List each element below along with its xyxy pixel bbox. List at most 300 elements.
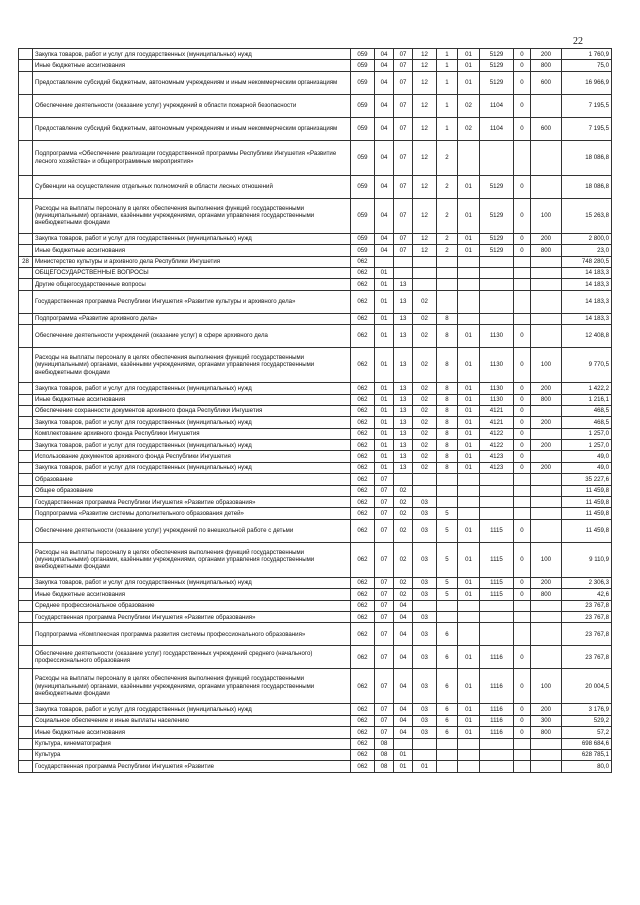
budget-code-cell: 0: [514, 577, 531, 588]
table-row: [19, 417, 612, 428]
direction-code-cell: 1115: [480, 577, 514, 588]
subprogram-code-cell: [437, 600, 458, 611]
row-sum-cell: 80,0: [562, 761, 612, 772]
event-code-cell: 01: [458, 49, 480, 60]
table-row: [19, 440, 612, 451]
subsection-code-cell: 13: [394, 440, 413, 451]
row-name-cell: Расходы на выплаты персоналу в целях обеспечения выполнения функций государственными (муниципальными) органами, казёнными учреждениями, органами управления государственными внебюджетными фондами: [33, 348, 351, 383]
subprogram-code-cell: 8: [437, 405, 458, 416]
event-code-cell: [458, 485, 480, 496]
table-row: [19, 71, 612, 94]
subsection-code-cell: 02: [394, 519, 413, 542]
row-number-cell: [19, 485, 33, 496]
event-code-cell: 01: [458, 451, 480, 462]
ministry-code-cell: 062: [351, 348, 375, 383]
row-sum-cell: 23 767,8: [562, 623, 612, 646]
expense-type-cell: 200: [531, 417, 562, 428]
budget-code-cell: 0: [514, 71, 531, 94]
row-number-cell: [19, 738, 33, 749]
event-code-cell: 01: [458, 519, 480, 542]
budget-code-cell: 0: [514, 94, 531, 117]
event-code-cell: [458, 508, 480, 519]
event-code-cell: 01: [458, 669, 480, 704]
event-code-cell: 01: [458, 233, 480, 244]
section-code-cell: 07: [375, 474, 394, 485]
expense-type-cell: 100: [531, 542, 562, 577]
subsection-code-cell: 04: [394, 669, 413, 704]
direction-code-cell: 4123: [480, 462, 514, 473]
row-sum-cell: 7 195,5: [562, 94, 612, 117]
ministry-code-cell: 062: [351, 761, 375, 772]
table-row: [19, 256, 612, 267]
row-number-cell: [19, 497, 33, 508]
program-code-cell: 03: [413, 508, 437, 519]
table-row: [19, 600, 612, 611]
budget-code-cell: 0: [514, 60, 531, 71]
ministry-code-cell: 062: [351, 727, 375, 738]
section-code-cell: 04: [375, 49, 394, 60]
event-code-cell: 01: [458, 577, 480, 588]
program-code-cell: 12: [413, 60, 437, 71]
expense-type-cell: 200: [531, 49, 562, 60]
subsection-code-cell: 04: [394, 715, 413, 726]
subsection-code-cell: [394, 474, 413, 485]
row-sum-cell: 23 767,8: [562, 611, 612, 622]
section-code-cell: 01: [375, 348, 394, 383]
row-number-cell: [19, 519, 33, 542]
table-row: [19, 589, 612, 600]
direction-code-cell: [480, 313, 514, 324]
row-sum-cell: 9 110,9: [562, 542, 612, 577]
expense-type-cell: [531, 508, 562, 519]
subprogram-code-cell: 5: [437, 542, 458, 577]
expense-type-cell: 200: [531, 440, 562, 451]
direction-code-cell: [480, 485, 514, 496]
expense-type-cell: [531, 313, 562, 324]
row-sum-cell: 529,2: [562, 715, 612, 726]
row-sum-cell: 1 760,9: [562, 49, 612, 60]
subprogram-code-cell: 6: [437, 715, 458, 726]
direction-code-cell: [480, 474, 514, 485]
subprogram-code-cell: 8: [437, 313, 458, 324]
row-number-cell: [19, 60, 33, 71]
budget-code-cell: 0: [514, 462, 531, 473]
event-code-cell: [458, 290, 480, 313]
budget-code-cell: 0: [514, 417, 531, 428]
section-code-cell: 04: [375, 245, 394, 256]
subsection-code-cell: 13: [394, 325, 413, 348]
row-number-cell: 28: [19, 256, 33, 267]
direction-code-cell: [480, 761, 514, 772]
direction-code-cell: 1130: [480, 394, 514, 405]
event-code-cell: 01: [458, 348, 480, 383]
subprogram-code-cell: 8: [437, 348, 458, 383]
direction-code-cell: 1130: [480, 383, 514, 394]
budget-code-cell: [514, 256, 531, 267]
expense-type-cell: 200: [531, 233, 562, 244]
row-name-cell: Закупка товаров, работ и услуг для государственных (муниципальных) нужд: [33, 704, 351, 715]
direction-code-cell: [480, 256, 514, 267]
table-row: [19, 428, 612, 439]
program-code-cell: 12: [413, 140, 437, 175]
direction-code-cell: [480, 749, 514, 760]
subprogram-code-cell: [437, 290, 458, 313]
direction-code-cell: [480, 611, 514, 622]
direction-code-cell: [480, 140, 514, 175]
table-row: [19, 267, 612, 278]
program-code-cell: [413, 749, 437, 760]
table-row: [19, 508, 612, 519]
table-row: [19, 519, 612, 542]
event-code-cell: 01: [458, 589, 480, 600]
direction-code-cell: 4121: [480, 405, 514, 416]
budget-code-cell: 0: [514, 49, 531, 60]
subprogram-code-cell: [437, 761, 458, 772]
ministry-code-cell: 062: [351, 417, 375, 428]
row-number-cell: [19, 394, 33, 405]
budget-code-cell: [514, 508, 531, 519]
subprogram-code-cell: 2: [437, 245, 458, 256]
subprogram-code-cell: [437, 267, 458, 278]
table-row: [19, 290, 612, 313]
subprogram-code-cell: 8: [437, 394, 458, 405]
expense-type-cell: 800: [531, 394, 562, 405]
subsection-code-cell: [394, 738, 413, 749]
subprogram-code-cell: 5: [437, 508, 458, 519]
ministry-code-cell: 062: [351, 738, 375, 749]
subsection-code-cell: 13: [394, 462, 413, 473]
event-code-cell: [458, 738, 480, 749]
ministry-code-cell: 062: [351, 623, 375, 646]
row-sum-cell: 1 422,2: [562, 383, 612, 394]
section-code-cell: 07: [375, 611, 394, 622]
subsection-code-cell: 13: [394, 383, 413, 394]
program-code-cell: 03: [413, 704, 437, 715]
event-code-cell: 01: [458, 646, 480, 669]
program-code-cell: 03: [413, 497, 437, 508]
budget-code-cell: 0: [514, 715, 531, 726]
subsection-code-cell: 13: [394, 451, 413, 462]
row-number-cell: [19, 462, 33, 473]
expense-type-cell: 200: [531, 383, 562, 394]
budget-code-cell: 0: [514, 117, 531, 140]
budget-code-cell: 0: [514, 383, 531, 394]
row-sum-cell: 698 684,6: [562, 738, 612, 749]
ministry-code-cell: 062: [351, 405, 375, 416]
subprogram-code-cell: 1: [437, 71, 458, 94]
direction-code-cell: 4123: [480, 451, 514, 462]
direction-code-cell: [480, 738, 514, 749]
ministry-code-cell: 062: [351, 325, 375, 348]
row-sum-cell: 23,0: [562, 245, 612, 256]
ministry-code-cell: 062: [351, 519, 375, 542]
row-number-cell: [19, 94, 33, 117]
row-sum-cell: 23 767,8: [562, 600, 612, 611]
ministry-code-cell: 059: [351, 198, 375, 233]
budget-code-cell: 0: [514, 519, 531, 542]
table-row: [19, 542, 612, 577]
row-sum-cell: 3 176,9: [562, 704, 612, 715]
event-code-cell: 01: [458, 60, 480, 71]
row-sum-cell: 628 785,1: [562, 749, 612, 760]
row-sum-cell: 9 770,5: [562, 348, 612, 383]
program-code-cell: 03: [413, 519, 437, 542]
row-sum-cell: 1 257,0: [562, 440, 612, 451]
row-number-cell: [19, 669, 33, 704]
ministry-code-cell: 062: [351, 485, 375, 496]
section-code-cell: 01: [375, 279, 394, 290]
program-code-cell: 02: [413, 313, 437, 324]
expense-type-cell: [531, 279, 562, 290]
table-row: [19, 727, 612, 738]
subsection-code-cell: 04: [394, 704, 413, 715]
event-code-cell: [458, 313, 480, 324]
direction-code-cell: [480, 623, 514, 646]
row-number-cell: [19, 417, 33, 428]
section-code-cell: 01: [375, 383, 394, 394]
subsection-code-cell: 02: [394, 485, 413, 496]
ministry-code-cell: 062: [351, 589, 375, 600]
table-row: [19, 451, 612, 462]
section-code-cell: 04: [375, 94, 394, 117]
section-code-cell: 01: [375, 405, 394, 416]
section-code-cell: 01: [375, 290, 394, 313]
row-number-cell: [19, 715, 33, 726]
direction-code-cell: 1115: [480, 589, 514, 600]
expense-type-cell: [531, 428, 562, 439]
event-code-cell: [458, 279, 480, 290]
row-number-cell: [19, 508, 33, 519]
row-sum-cell: 20 004,5: [562, 669, 612, 704]
direction-code-cell: 5129: [480, 60, 514, 71]
subprogram-code-cell: [437, 279, 458, 290]
ministry-code-cell: 059: [351, 175, 375, 198]
expense-type-cell: 300: [531, 715, 562, 726]
expense-type-cell: [531, 600, 562, 611]
ministry-code-cell: 062: [351, 646, 375, 669]
subprogram-code-cell: [437, 738, 458, 749]
event-code-cell: 01: [458, 405, 480, 416]
program-code-cell: 12: [413, 245, 437, 256]
ministry-code-cell: 062: [351, 383, 375, 394]
subprogram-code-cell: [437, 485, 458, 496]
ministry-code-cell: 059: [351, 49, 375, 60]
subprogram-code-cell: 2: [437, 140, 458, 175]
table-row: [19, 279, 612, 290]
event-code-cell: [458, 623, 480, 646]
program-code-cell: 12: [413, 175, 437, 198]
program-code-cell: [413, 256, 437, 267]
row-sum-cell: 2 800,0: [562, 233, 612, 244]
row-sum-cell: 748 280,5: [562, 256, 612, 267]
row-name-cell: ОБЩЕГОСУДАРСТВЕННЫЕ ВОПРОСЫ: [33, 267, 351, 278]
budget-code-cell: [514, 474, 531, 485]
subprogram-code-cell: 8: [437, 417, 458, 428]
table-row: [19, 646, 612, 669]
subsection-code-cell: 13: [394, 405, 413, 416]
budget-code-cell: [514, 140, 531, 175]
program-code-cell: 03: [413, 611, 437, 622]
expense-type-cell: 100: [531, 669, 562, 704]
program-code-cell: 12: [413, 233, 437, 244]
expense-type-cell: 200: [531, 577, 562, 588]
direction-code-cell: 5129: [480, 71, 514, 94]
row-name-cell: Среднее профессиональное образование: [33, 600, 351, 611]
row-number-cell: [19, 140, 33, 175]
subprogram-code-cell: [437, 611, 458, 622]
row-number-cell: [19, 440, 33, 451]
row-number-cell: [19, 405, 33, 416]
program-code-cell: 03: [413, 715, 437, 726]
budget-code-cell: 0: [514, 589, 531, 600]
subsection-code-cell: 13: [394, 348, 413, 383]
row-name-cell: Другие общегосударственные вопросы: [33, 279, 351, 290]
row-number-cell: [19, 325, 33, 348]
row-sum-cell: 14 183,3: [562, 290, 612, 313]
expense-type-cell: 600: [531, 117, 562, 140]
event-code-cell: [458, 140, 480, 175]
row-number-cell: [19, 646, 33, 669]
row-sum-cell: 12 408,8: [562, 325, 612, 348]
direction-code-cell: 1115: [480, 542, 514, 577]
direction-code-cell: 5129: [480, 198, 514, 233]
direction-code-cell: 5129: [480, 175, 514, 198]
program-code-cell: 03: [413, 577, 437, 588]
row-name-cell: Государственная программа Республики Ингушетия «Развитие культуры и архивного дела»: [33, 290, 351, 313]
row-name-cell: Государственная программа Республики Ингушетия «Развитие образования»: [33, 497, 351, 508]
row-number-cell: [19, 233, 33, 244]
expense-type-cell: [531, 325, 562, 348]
section-code-cell: 04: [375, 60, 394, 71]
program-code-cell: 03: [413, 669, 437, 704]
direction-code-cell: 1116: [480, 715, 514, 726]
program-code-cell: 02: [413, 348, 437, 383]
event-code-cell: 01: [458, 727, 480, 738]
section-code-cell: 07: [375, 669, 394, 704]
program-code-cell: 03: [413, 589, 437, 600]
row-name-cell: Закупка товаров, работ и услуг для государственных (муниципальных) нужд: [33, 417, 351, 428]
row-sum-cell: 11 459,8: [562, 508, 612, 519]
row-name-cell: Министерство культуры и архивного дела Республики Ингушетия: [33, 256, 351, 267]
budget-code-cell: [514, 497, 531, 508]
subprogram-code-cell: 8: [437, 325, 458, 348]
row-sum-cell: 49,0: [562, 451, 612, 462]
ministry-code-cell: 062: [351, 451, 375, 462]
event-code-cell: 01: [458, 704, 480, 715]
row-name-cell: Закупка товаров, работ и услуг для государственных (муниципальных) нужд: [33, 577, 351, 588]
subsection-code-cell: 07: [394, 60, 413, 71]
row-name-cell: Предоставление субсидий бюджетным, автономным учреждениям и иным некоммерческим организациям: [33, 117, 351, 140]
table-row: [19, 140, 612, 175]
subprogram-code-cell: 8: [437, 440, 458, 451]
row-name-cell: Иные бюджетные ассигнования: [33, 60, 351, 71]
row-number-cell: [19, 623, 33, 646]
table-row: [19, 313, 612, 324]
ministry-code-cell: 059: [351, 94, 375, 117]
row-name-cell: Субвенции на осуществление отдельных полномочий в области лесных отношений: [33, 175, 351, 198]
subprogram-code-cell: 2: [437, 198, 458, 233]
expense-type-cell: 100: [531, 198, 562, 233]
row-number-cell: [19, 451, 33, 462]
ministry-code-cell: 062: [351, 462, 375, 473]
section-code-cell: [375, 256, 394, 267]
table-row: [19, 497, 612, 508]
direction-code-cell: [480, 497, 514, 508]
row-sum-cell: 42,6: [562, 589, 612, 600]
subsection-code-cell: 07: [394, 245, 413, 256]
subprogram-code-cell: 6: [437, 669, 458, 704]
event-code-cell: 01: [458, 383, 480, 394]
row-number-cell: [19, 290, 33, 313]
program-code-cell: 12: [413, 71, 437, 94]
direction-code-cell: 1104: [480, 117, 514, 140]
section-code-cell: 07: [375, 589, 394, 600]
expense-type-cell: [531, 290, 562, 313]
table-row: [19, 704, 612, 715]
direction-code-cell: 1116: [480, 669, 514, 704]
row-number-cell: [19, 245, 33, 256]
program-code-cell: 12: [413, 117, 437, 140]
direction-code-cell: 1115: [480, 519, 514, 542]
row-number-cell: [19, 577, 33, 588]
budget-code-cell: 0: [514, 175, 531, 198]
row-number-cell: [19, 611, 33, 622]
event-code-cell: 01: [458, 198, 480, 233]
direction-code-cell: 5129: [480, 49, 514, 60]
program-code-cell: [413, 279, 437, 290]
direction-code-cell: 1104: [480, 94, 514, 117]
row-sum-cell: 18 086,8: [562, 140, 612, 175]
row-number-cell: [19, 428, 33, 439]
event-code-cell: 02: [458, 117, 480, 140]
row-sum-cell: 2 306,3: [562, 577, 612, 588]
section-code-cell: 04: [375, 71, 394, 94]
program-code-cell: 02: [413, 290, 437, 313]
table-row: [19, 245, 612, 256]
section-code-cell: 01: [375, 325, 394, 348]
event-code-cell: 01: [458, 245, 480, 256]
program-code-cell: [413, 474, 437, 485]
row-number-cell: [19, 589, 33, 600]
section-code-cell: 07: [375, 577, 394, 588]
program-code-cell: 02: [413, 428, 437, 439]
direction-code-cell: 5129: [480, 245, 514, 256]
subsection-code-cell: 02: [394, 497, 413, 508]
ministry-code-cell: 062: [351, 542, 375, 577]
program-code-cell: 02: [413, 325, 437, 348]
expense-type-cell: [531, 738, 562, 749]
budget-code-cell: [514, 761, 531, 772]
row-sum-cell: 11 459,8: [562, 519, 612, 542]
subprogram-code-cell: 1: [437, 60, 458, 71]
budget-code-cell: 0: [514, 440, 531, 451]
ministry-code-cell: 062: [351, 611, 375, 622]
row-name-cell: Расходы на выплаты персоналу в целях обеспечения выполнения функций государственными (муниципальными) органами, казёнными учреждениями, органами управления государственными внебюджетными фондами: [33, 542, 351, 577]
row-number-cell: [19, 383, 33, 394]
section-code-cell: 01: [375, 417, 394, 428]
program-code-cell: 02: [413, 417, 437, 428]
subsection-code-cell: 13: [394, 279, 413, 290]
row-name-cell: Государственная программа Республики Ингушетия «Развитие образования»: [33, 611, 351, 622]
subsection-code-cell: 13: [394, 313, 413, 324]
subsection-code-cell: 13: [394, 428, 413, 439]
ministry-code-cell: 062: [351, 497, 375, 508]
row-sum-cell: 468,5: [562, 417, 612, 428]
row-name-cell: Общее образование: [33, 485, 351, 496]
ministry-code-cell: 062: [351, 267, 375, 278]
row-name-cell: Закупка товаров, работ и услуг для государственных (муниципальных) нужд: [33, 383, 351, 394]
expense-type-cell: 200: [531, 704, 562, 715]
